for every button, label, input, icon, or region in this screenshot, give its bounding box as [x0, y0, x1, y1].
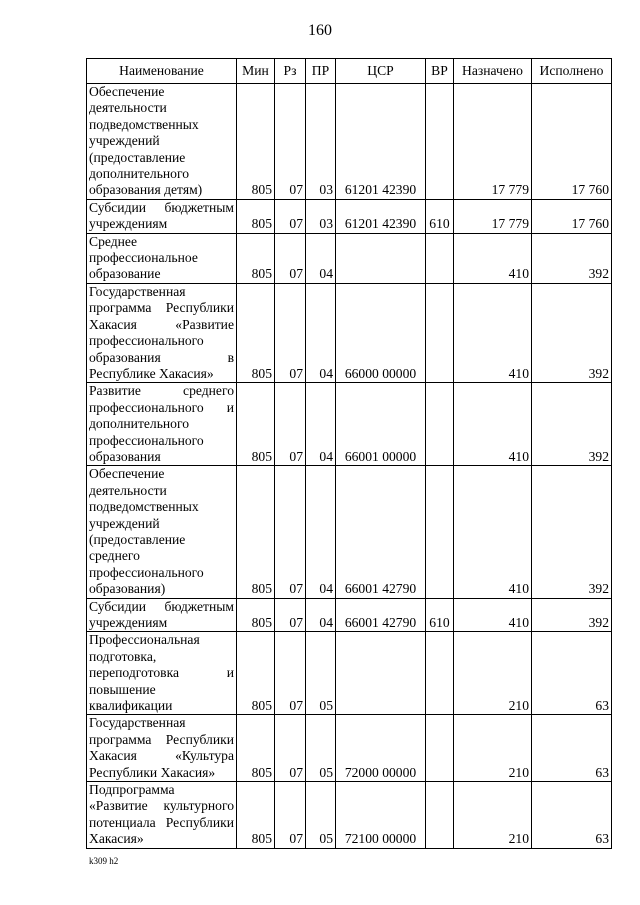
cell-name: Подпрограмма «Развитие культурного потенциала Республики Хакасия» — [87, 782, 237, 849]
cell-executed: 392 — [532, 598, 612, 632]
cell-assigned: 410 — [454, 383, 532, 466]
cell-vr — [426, 466, 454, 598]
cell-min: 805 — [237, 283, 275, 382]
cell-rz: 07 — [275, 199, 306, 233]
cell-csr: 61201 42390 — [336, 84, 426, 200]
cell-assigned: 410 — [454, 233, 532, 283]
cell-pr: 04 — [306, 233, 336, 283]
cell-executed: 392 — [532, 233, 612, 283]
cell-min: 805 — [237, 383, 275, 466]
table-row — [87, 466, 612, 598]
cell-name: Субсидии бюджетным учреждениям — [87, 199, 237, 233]
header-min: Мин — [237, 59, 275, 84]
cell-assigned: 210 — [454, 632, 532, 715]
cell-assigned: 17 779 — [454, 84, 532, 200]
cell-pr: 04 — [306, 383, 336, 466]
cell-min: 805 — [237, 598, 275, 632]
table-row — [87, 233, 612, 283]
cell-pr: 04 — [306, 598, 336, 632]
cell-name: Субсидии бюджетным учреждениям — [87, 598, 237, 632]
cell-name: Развитие среднего профессионального и дополнительного профессионального образования — [87, 383, 237, 466]
cell-assigned: 210 — [454, 782, 532, 849]
cell-vr — [426, 632, 454, 715]
table-row — [87, 84, 612, 200]
header-name: Наименование — [87, 59, 237, 84]
header-pr: ПР — [306, 59, 336, 84]
cell-rz: 07 — [275, 632, 306, 715]
cell-csr: 61201 42390 — [336, 199, 426, 233]
table-row — [87, 283, 612, 382]
cell-assigned: 410 — [454, 598, 532, 632]
cell-assigned: 210 — [454, 715, 532, 782]
cell-min: 805 — [237, 466, 275, 598]
cell-rz: 07 — [275, 383, 306, 466]
table-header-row — [87, 59, 612, 84]
cell-pr: 04 — [306, 283, 336, 382]
cell-pr: 05 — [306, 715, 336, 782]
cell-executed: 392 — [532, 466, 612, 598]
cell-pr: 04 — [306, 466, 336, 598]
page-number: 160 — [308, 22, 332, 39]
cell-rz: 07 — [275, 84, 306, 200]
cell-name: Профессиональная подготовка, переподготовка и повышение квалификации — [87, 632, 237, 715]
header-vr: ВР — [426, 59, 454, 84]
cell-name: Обеспечение деятельности подведомственных учреждений (предоставление дополнительного образования детям) — [87, 84, 237, 200]
cell-csr — [336, 233, 426, 283]
cell-rz: 07 — [275, 283, 306, 382]
cell-min: 805 — [237, 84, 275, 200]
table-row — [87, 782, 612, 849]
cell-name: Государственная программа Республики Хакасия «Культура Республики Хакасия» — [87, 715, 237, 782]
cell-executed: 63 — [532, 715, 612, 782]
cell-rz: 07 — [275, 598, 306, 632]
cell-vr — [426, 84, 454, 200]
cell-vr: 610 — [426, 199, 454, 233]
cell-csr: 72100 00000 — [336, 782, 426, 849]
cell-min: 805 — [237, 233, 275, 283]
table-body — [87, 84, 612, 849]
table-row — [87, 715, 612, 782]
cell-min: 805 — [237, 632, 275, 715]
cell-min: 805 — [237, 199, 275, 233]
cell-executed: 392 — [532, 283, 612, 382]
table-row — [87, 632, 612, 715]
cell-pr: 05 — [306, 782, 336, 849]
header-assigned: Назначено — [454, 59, 532, 84]
cell-csr: 72000 00000 — [336, 715, 426, 782]
cell-name: Обеспечение деятельности подведомственных учреждений (предоставление среднего профессионального образования) — [87, 466, 237, 598]
cell-rz: 07 — [275, 782, 306, 849]
cell-assigned: 17 779 — [454, 199, 532, 233]
cell-pr: 03 — [306, 199, 336, 233]
cell-vr: 610 — [426, 598, 454, 632]
header-csr: ЦСР — [336, 59, 426, 84]
cell-executed: 392 — [532, 383, 612, 466]
budget-table — [86, 58, 612, 849]
table-row — [87, 199, 612, 233]
cell-executed: 63 — [532, 782, 612, 849]
cell-name: Государственная программа Республики Хакасия «Развитие профессионального образования в Республике Хакасия» — [87, 283, 237, 382]
cell-assigned: 410 — [454, 283, 532, 382]
cell-rz: 07 — [275, 466, 306, 598]
cell-vr — [426, 383, 454, 466]
header-executed: Исполнено — [532, 59, 612, 84]
cell-csr: 66001 42790 — [336, 466, 426, 598]
footer-code: k309 h2 — [89, 856, 119, 866]
cell-pr: 03 — [306, 84, 336, 200]
cell-csr: 66001 42790 — [336, 598, 426, 632]
cell-csr: 66001 00000 — [336, 383, 426, 466]
cell-vr — [426, 715, 454, 782]
cell-vr — [426, 782, 454, 849]
cell-executed: 17 760 — [532, 199, 612, 233]
cell-rz: 07 — [275, 233, 306, 283]
cell-executed: 17 760 — [532, 84, 612, 200]
cell-csr: 66000 00000 — [336, 283, 426, 382]
cell-rz: 07 — [275, 715, 306, 782]
table-row — [87, 383, 612, 466]
cell-vr — [426, 233, 454, 283]
cell-pr: 05 — [306, 632, 336, 715]
cell-vr — [426, 283, 454, 382]
header-rz: Рз — [275, 59, 306, 84]
table-row — [87, 598, 612, 632]
cell-min: 805 — [237, 782, 275, 849]
cell-executed: 63 — [532, 632, 612, 715]
cell-assigned: 410 — [454, 466, 532, 598]
cell-csr — [336, 632, 426, 715]
cell-name: Среднее профессиональное образование — [87, 233, 237, 283]
cell-min: 805 — [237, 715, 275, 782]
